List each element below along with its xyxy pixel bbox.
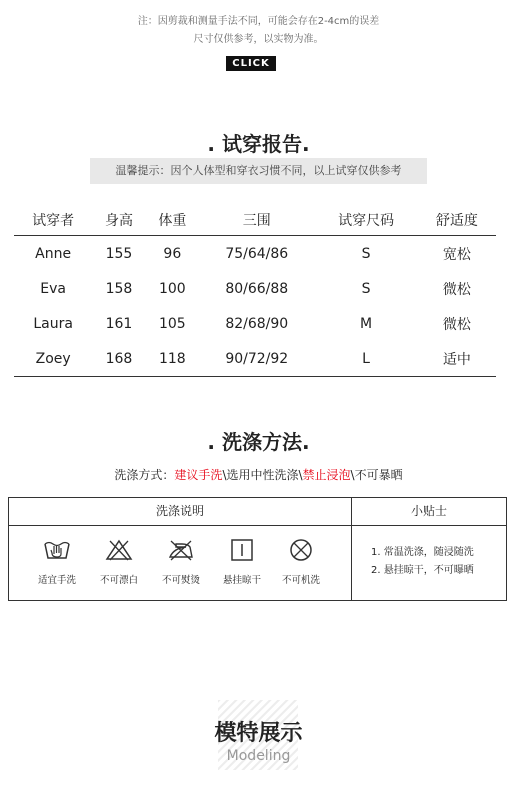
cell-size: M	[360, 315, 373, 332]
cell-height: 155	[105, 245, 133, 262]
cell-wearer: Laura	[33, 315, 73, 332]
cell-weight: 105	[158, 315, 186, 332]
cell-comfort: 微松	[442, 281, 471, 298]
no-iron-icon	[166, 538, 196, 562]
header-wearer: 试穿者	[14, 205, 92, 236]
modeling-title: 模特展示	[214, 721, 303, 746]
cell-size: S	[361, 245, 371, 262]
table-row	[14, 341, 496, 377]
header-comfort: 舒适度	[418, 205, 496, 236]
hang-dry-icon	[227, 538, 257, 562]
cell-comfort: 微松	[442, 316, 471, 333]
washing-method-prefix: 洗涤方式：	[114, 468, 175, 482]
washing-method-no-soak: 禁止浸泡	[302, 468, 351, 482]
table-header-row	[14, 205, 496, 236]
cell-comfort: 宽松	[442, 246, 471, 263]
modeling-subtitle: Modeling	[226, 748, 291, 764]
cell-weight: 118	[146, 341, 199, 377]
cell-wearer: Zoey	[14, 341, 92, 377]
table-row	[14, 306, 496, 341]
tips-header: 小贴士	[352, 498, 506, 526]
table-divider	[351, 498, 352, 600]
cell-comfort: 适中	[418, 341, 496, 377]
care-item-no-iron	[151, 538, 211, 586]
cell-weight: 100	[158, 280, 186, 297]
no-machine-wash-icon	[286, 538, 316, 562]
try-report-table	[14, 205, 496, 377]
washing-method-neutral: \选用中性洗涤\	[222, 468, 303, 482]
table-row	[14, 271, 496, 306]
cell-measurements: 90/72/92	[199, 341, 314, 377]
cell-measurements: 80/66/88	[225, 280, 289, 297]
no-machine-wash-label: 不可机洗	[281, 575, 320, 586]
cell-wearer: Anne	[35, 245, 72, 262]
hang-dry-label: 悬挂晾干	[222, 575, 261, 586]
table-row	[14, 236, 496, 272]
cell-measurements: 82/68/90	[225, 315, 289, 332]
washing-instructions-table	[8, 497, 507, 601]
cell-size: S	[361, 280, 371, 297]
tip-item: 1. 常温洗涤，随浸随洗	[371, 547, 474, 558]
washing-instructions-header: 洗涤说明	[9, 498, 351, 526]
header-size: 试穿尺码	[314, 205, 417, 236]
try-report-tip: 温馨提示：因个人体型和穿衣习惯不同，以上试穿仅供参考	[90, 158, 427, 184]
tip-item: 2. 悬挂晾干，不可曝晒	[371, 565, 474, 576]
cell-height: 168	[92, 341, 145, 377]
no-bleach-icon	[104, 538, 134, 562]
care-item-hand-wash	[27, 538, 87, 586]
cell-height: 161	[105, 315, 133, 332]
cell-weight: 96	[163, 245, 182, 262]
click-button[interactable]: CLICK	[226, 56, 276, 71]
cell-measurements: 75/64/86	[225, 245, 289, 262]
notice-line-1: 注：因剪裁和测量手法不同，可能会存在2-4cm的误差	[137, 16, 380, 27]
washing-title: . 洗涤方法.	[207, 430, 310, 454]
no-bleach-label: 不可漂白	[99, 575, 138, 586]
cell-height: 158	[105, 280, 133, 297]
tips-list	[371, 544, 474, 580]
notice-line-2: 尺寸仅供参考，以实物为准。	[193, 34, 324, 45]
header-measurements: 三围	[199, 205, 314, 236]
care-item-no-machine-wash	[271, 538, 331, 586]
care-item-hang-dry	[212, 538, 272, 586]
try-report-title: . 试穿报告.	[207, 132, 310, 156]
care-item-no-bleach	[89, 538, 149, 586]
cell-wearer: Eva	[40, 280, 66, 297]
washing-method-line	[0, 466, 517, 483]
hand-wash-icon	[42, 538, 72, 562]
cell-size: L	[314, 341, 417, 377]
washing-method-no-sun: \不可暴晒	[350, 468, 403, 482]
header-weight: 体重	[146, 205, 199, 236]
hand-wash-label: 适宜手洗	[37, 575, 76, 586]
header-height: 身高	[92, 205, 145, 236]
no-iron-label: 不可熨烫	[161, 575, 200, 586]
washing-method-hand-wash: 建议手洗	[174, 468, 223, 482]
